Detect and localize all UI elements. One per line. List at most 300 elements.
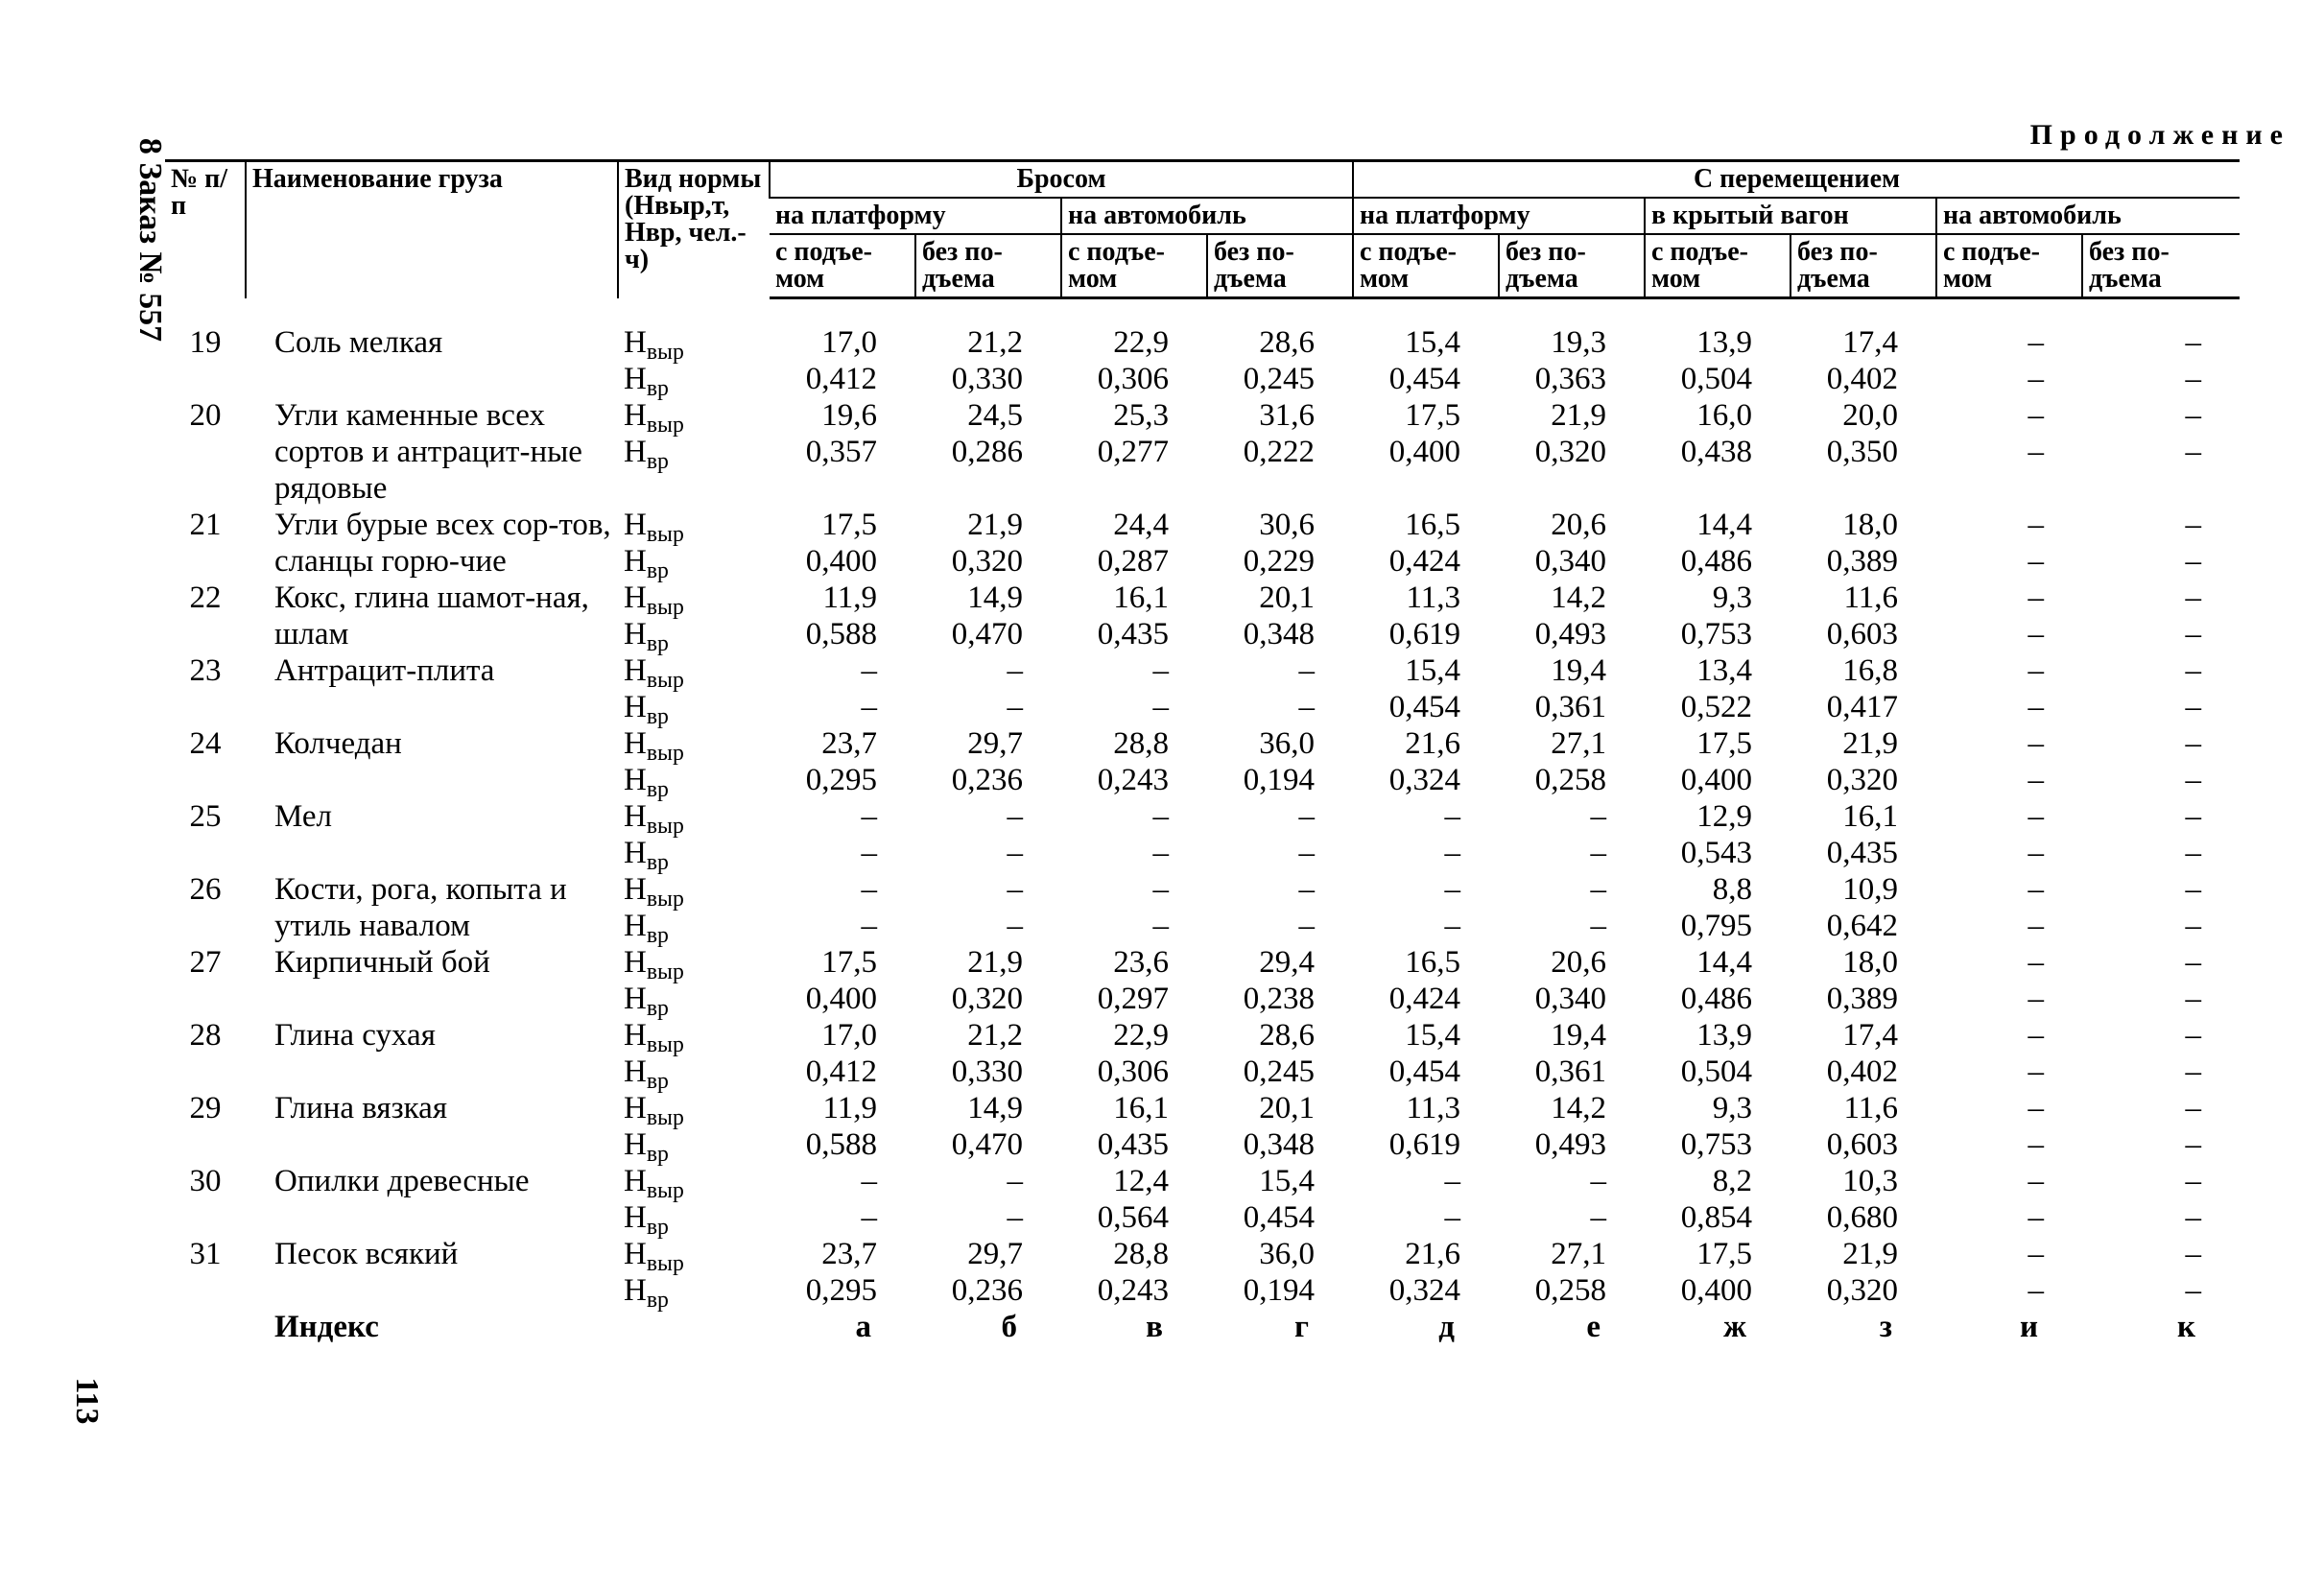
time-norm-value: 0,350 — [1826, 435, 1898, 469]
value-cell — [1499, 871, 1645, 944]
output-norm-value: 25,3 — [1113, 398, 1169, 433]
value-cell — [1061, 725, 1207, 798]
norm-type-cell — [618, 324, 770, 402]
output-norm-value: 16,5 — [1405, 508, 1460, 542]
time-norm-value: – — [2185, 617, 2202, 651]
value-cell — [1353, 397, 1499, 507]
time-norm-value: – — [1007, 690, 1023, 724]
value-cell — [1645, 725, 1790, 798]
value-cell — [1645, 1090, 1790, 1163]
norm-symbol: Н — [624, 726, 647, 761]
row-number: 28 — [189, 1018, 222, 1053]
output-norm-value: 10,3 — [1842, 1164, 1898, 1198]
table-row — [165, 1236, 2240, 1309]
output-norm-value: 21,6 — [1405, 1237, 1460, 1271]
output-norm-value: 17,5 — [1696, 726, 1752, 761]
norm-type-cell — [618, 798, 770, 876]
output-norm-value: – — [1152, 799, 1169, 834]
lift-header: с подъе-мом — [770, 234, 915, 298]
time-norm-value: 0,245 — [1243, 362, 1315, 396]
cargo-name: Опилки древесные — [274, 1164, 530, 1198]
value-cell — [1790, 725, 1936, 798]
time-norm-value: – — [1007, 909, 1023, 943]
cargo-name-cell — [246, 652, 618, 725]
value-cell — [1207, 397, 1353, 507]
output-norm-value: 9,3 — [1712, 1091, 1752, 1125]
value-cell — [1353, 652, 1499, 725]
time-norm-value: – — [1152, 690, 1169, 724]
value-cell — [2082, 871, 2240, 944]
time-norm-value: 0,277 — [1097, 435, 1169, 469]
value-cell — [1936, 324, 2082, 397]
value-cell — [1645, 1017, 1790, 1090]
norm-subscript: вр — [646, 923, 669, 949]
norm-subscript: вр — [646, 376, 669, 402]
time-norm-value: – — [2185, 435, 2202, 469]
output-norm-value: 19,3 — [1551, 325, 1606, 360]
time-norm-value: 0,470 — [951, 617, 1023, 651]
value-cell — [1207, 798, 1353, 871]
norm-symbol: Н — [624, 398, 647, 433]
time-norm-value: – — [2028, 1200, 2044, 1235]
value-cell — [1499, 324, 1645, 397]
norm-symbol: Н — [624, 1054, 647, 1089]
value-cell — [1353, 944, 1499, 1017]
value-cell — [1499, 1017, 1645, 1090]
index-row — [165, 1309, 2240, 1345]
value-cell — [770, 725, 915, 798]
time-norm-value: – — [2185, 1127, 2202, 1162]
time-norm-value: – — [2185, 1200, 2202, 1235]
output-norm-value: – — [861, 1164, 877, 1198]
value-cell — [1936, 1236, 2082, 1309]
time-norm-value: – — [1007, 1200, 1023, 1235]
time-norm-value: 0,486 — [1680, 982, 1752, 1016]
norm-type-cell — [618, 652, 770, 730]
group-move-header: С перемещением — [1353, 161, 2240, 199]
output-norm-value: – — [861, 872, 877, 907]
value-cell — [1353, 1163, 1499, 1236]
output-norm-value: – — [2028, 1091, 2044, 1125]
output-norm-value: 21,2 — [967, 325, 1023, 360]
group-throw-header: Бросом — [770, 161, 1353, 199]
value-cell — [770, 397, 915, 507]
output-norm-value: 22,9 — [1113, 325, 1169, 360]
norm-symbol: Н — [624, 690, 647, 724]
time-norm-value: 0,854 — [1680, 1200, 1752, 1235]
output-norm-value: – — [1007, 799, 1023, 834]
output-norm-value: – — [1590, 1164, 1606, 1198]
output-norm-value: – — [2028, 653, 2044, 688]
value-cell — [915, 725, 1061, 798]
output-norm-value: 17,0 — [821, 1018, 877, 1053]
output-norm-value: 28,8 — [1113, 1237, 1169, 1271]
time-norm-value: 0,438 — [1680, 435, 1752, 469]
index-letter: в — [1146, 1310, 1163, 1344]
output-norm-value: – — [1007, 872, 1023, 907]
time-norm-value: 0,340 — [1534, 544, 1606, 579]
time-norm-value: 0,588 — [805, 1127, 877, 1162]
norm-symbol: Н — [624, 1200, 647, 1235]
norm-subscript: выр — [646, 522, 684, 548]
continuation-label: Продолжение — [2029, 119, 2290, 151]
value-cell — [2082, 725, 2240, 798]
table-row — [165, 725, 2240, 798]
output-norm-value: 31,6 — [1259, 398, 1315, 433]
output-norm-value: – — [1590, 799, 1606, 834]
value-cell — [1061, 1090, 1207, 1163]
time-norm-value: – — [2028, 617, 2044, 651]
norm-type-cell — [618, 944, 770, 1022]
time-norm-value: 0,320 — [951, 982, 1023, 1016]
value-cell — [1936, 944, 2082, 1017]
output-norm-value: – — [2028, 580, 2044, 615]
output-norm-value: 18,0 — [1842, 945, 1898, 980]
time-norm-value: 0,348 — [1243, 1127, 1315, 1162]
value-cell — [1061, 798, 1207, 871]
time-norm-value: 0,363 — [1534, 362, 1606, 396]
output-norm-value: 11,3 — [1406, 1091, 1460, 1125]
output-norm-value: 17,5 — [1405, 398, 1460, 433]
output-norm-value: 23,7 — [821, 726, 877, 761]
value-cell — [915, 1017, 1061, 1090]
no-lift-header: без по-дъема — [2082, 234, 2240, 298]
value-cell — [1499, 1090, 1645, 1163]
value-cell — [2082, 944, 2240, 1017]
value-cell — [1499, 397, 1645, 507]
time-norm-value: 0,486 — [1680, 544, 1752, 579]
output-norm-value: 21,9 — [1551, 398, 1606, 433]
output-norm-value: 14,2 — [1551, 580, 1606, 615]
value-cell — [770, 1163, 915, 1236]
value-cell — [915, 798, 1061, 871]
output-norm-value: – — [2185, 580, 2202, 615]
output-norm-value: 12,9 — [1696, 799, 1752, 834]
norms-table — [165, 159, 2240, 1345]
time-norm-value: – — [2185, 1273, 2202, 1308]
output-norm-value: – — [861, 799, 877, 834]
time-norm-value: 0,435 — [1097, 1127, 1169, 1162]
time-norm-value: 0,619 — [1388, 1127, 1460, 1162]
time-norm-value: 0,400 — [805, 982, 877, 1016]
time-norm-value: – — [2185, 763, 2202, 797]
time-norm-value: 0,245 — [1243, 1054, 1315, 1089]
output-norm-value: – — [2185, 726, 2202, 761]
value-cell — [1936, 798, 2082, 871]
norm-subscript: выр — [646, 1032, 684, 1058]
value-cell — [1207, 871, 1353, 944]
output-norm-value: 27,1 — [1551, 726, 1606, 761]
output-norm-value: 14,2 — [1551, 1091, 1606, 1125]
index-letter: б — [1001, 1310, 1017, 1344]
norm-type-cell — [618, 507, 770, 584]
row-number: 26 — [189, 872, 222, 907]
time-norm-value: 0,588 — [805, 617, 877, 651]
time-norm-value: 0,320 — [951, 544, 1023, 579]
time-norm-value: 0,295 — [805, 1273, 877, 1308]
col-name-header: Наименование груза — [246, 161, 618, 298]
value-cell — [1936, 397, 2082, 507]
value-cell — [770, 580, 915, 652]
value-cell — [1790, 1163, 1936, 1236]
index-letter: д — [1438, 1310, 1455, 1344]
value-cell — [1936, 871, 2082, 944]
table-body — [165, 298, 2240, 1346]
time-norm-value: 0,243 — [1097, 763, 1169, 797]
output-norm-value: 16,1 — [1113, 1091, 1169, 1125]
output-norm-value: 19,6 — [821, 398, 877, 433]
output-norm-value: 29,7 — [967, 726, 1023, 761]
value-cell — [1645, 798, 1790, 871]
output-norm-value: – — [861, 653, 877, 688]
value-cell — [1353, 1236, 1499, 1309]
cargo-name-cell — [246, 871, 618, 944]
value-cell — [770, 871, 915, 944]
time-norm-value: 0,402 — [1826, 362, 1898, 396]
value-cell — [2082, 507, 2240, 580]
norm-symbol: Н — [624, 580, 647, 615]
time-norm-value: 0,320 — [1826, 1273, 1898, 1308]
value-cell — [1645, 944, 1790, 1017]
time-norm-value: – — [1590, 909, 1606, 943]
output-norm-value: – — [1298, 799, 1315, 834]
row-number: 19 — [189, 325, 222, 360]
time-norm-value: – — [2028, 836, 2044, 870]
time-norm-value: 0,680 — [1826, 1200, 1898, 1235]
time-norm-value: 0,603 — [1826, 617, 1898, 651]
row-number: 31 — [189, 1237, 222, 1271]
output-norm-value: 10,9 — [1842, 872, 1898, 907]
value-cell — [770, 1236, 915, 1309]
value-cell — [1936, 1090, 2082, 1163]
value-cell — [915, 1163, 1061, 1236]
time-norm-value: – — [861, 690, 877, 724]
output-norm-value: – — [1444, 799, 1460, 834]
output-norm-value: 19,4 — [1551, 1018, 1606, 1053]
norm-subscript: вр — [646, 1215, 669, 1241]
output-norm-value: 21,9 — [1842, 1237, 1898, 1271]
row-number: 22 — [189, 580, 222, 615]
output-norm-value: 23,6 — [1113, 945, 1169, 980]
dest-header: в крытый вагон — [1645, 198, 1936, 234]
value-cell — [1353, 1090, 1499, 1163]
norm-subscript: вр — [646, 631, 669, 657]
cargo-name: Кокс, глина шамот-ная, шлам — [274, 580, 589, 651]
time-norm-value: – — [2185, 1054, 2202, 1089]
output-norm-value: 16,1 — [1842, 799, 1898, 834]
value-cell — [1499, 1236, 1645, 1309]
row-number: 25 — [189, 799, 222, 834]
time-norm-value: 0,493 — [1534, 1127, 1606, 1162]
value-cell — [1790, 798, 1936, 871]
output-norm-value: – — [2185, 1091, 2202, 1125]
cargo-name: Соль мелкая — [274, 325, 443, 360]
value-cell — [1207, 725, 1353, 798]
cargo-name: Угли бурые всех сор-тов, сланцы горю-чие — [274, 508, 611, 579]
output-norm-value: 15,4 — [1405, 325, 1460, 360]
time-norm-value: 0,306 — [1097, 362, 1169, 396]
table-row — [165, 798, 2240, 871]
value-cell — [1790, 1017, 1936, 1090]
time-norm-value: – — [2185, 982, 2202, 1016]
value-cell — [2082, 324, 2240, 397]
output-norm-value: 14,4 — [1696, 508, 1752, 542]
lift-header: с подъе-мом — [1353, 234, 1499, 298]
output-norm-value: 36,0 — [1259, 1237, 1315, 1271]
output-norm-value: 11,6 — [1843, 1091, 1898, 1125]
norm-subscript: выр — [646, 887, 684, 912]
norm-type-cell — [618, 1090, 770, 1168]
output-norm-value: 24,4 — [1113, 508, 1169, 542]
value-cell — [1353, 507, 1499, 580]
output-norm-value: 9,3 — [1712, 580, 1752, 615]
time-norm-value: – — [2185, 362, 2202, 396]
value-cell — [1353, 871, 1499, 944]
row-number: 29 — [189, 1091, 222, 1125]
output-norm-value: 24,5 — [967, 398, 1023, 433]
cargo-name: Антрацит-плита — [274, 653, 495, 688]
output-norm-value: 11,9 — [822, 1091, 877, 1125]
value-cell — [915, 1090, 1061, 1163]
value-cell — [915, 580, 1061, 652]
value-cell — [1061, 507, 1207, 580]
cargo-name-cell — [246, 1163, 618, 1236]
value-cell — [770, 944, 915, 1017]
value-cell — [1207, 944, 1353, 1017]
time-norm-value: 0,493 — [1534, 617, 1606, 651]
cargo-name-cell — [246, 798, 618, 871]
output-norm-value: 28,6 — [1259, 1018, 1315, 1053]
time-norm-value: – — [2185, 544, 2202, 579]
norm-subscript: выр — [646, 959, 684, 985]
time-norm-value: 0,417 — [1826, 690, 1898, 724]
cargo-name: Глина сухая — [274, 1018, 436, 1053]
time-norm-value: 0,229 — [1243, 544, 1315, 579]
dest-header: на автомобиль — [1061, 198, 1353, 234]
value-cell — [1645, 1236, 1790, 1309]
norm-subscript: выр — [646, 340, 684, 366]
time-norm-value: – — [1298, 690, 1315, 724]
lift-header: с подъе-мом — [1645, 234, 1790, 298]
value-cell — [1499, 652, 1645, 725]
norm-subscript: вр — [646, 1142, 669, 1168]
output-norm-value: 29,7 — [967, 1237, 1023, 1271]
output-norm-value: 8,2 — [1712, 1164, 1752, 1198]
value-cell — [1207, 580, 1353, 652]
output-norm-value: 14,9 — [967, 1091, 1023, 1125]
time-norm-value: 0,297 — [1097, 982, 1169, 1016]
output-norm-value: – — [2028, 325, 2044, 360]
output-norm-value: 21,9 — [967, 508, 1023, 542]
value-cell — [1790, 507, 1936, 580]
output-norm-value: – — [2028, 726, 2044, 761]
value-cell — [1061, 871, 1207, 944]
output-norm-value: 22,9 — [1113, 1018, 1169, 1053]
norm-symbol: Н — [624, 1273, 647, 1308]
time-norm-value: 0,286 — [951, 435, 1023, 469]
output-norm-value: 21,6 — [1405, 726, 1460, 761]
value-cell — [1645, 652, 1790, 725]
table-row — [165, 1090, 2240, 1163]
time-norm-value: – — [2028, 982, 2044, 1016]
output-norm-value: 19,4 — [1551, 653, 1606, 688]
value-cell — [1207, 324, 1353, 397]
time-norm-value: 0,795 — [1680, 909, 1752, 943]
output-norm-value: 15,4 — [1259, 1164, 1315, 1198]
value-cell — [915, 507, 1061, 580]
cargo-name-cell — [246, 725, 618, 798]
cargo-name: Колчедан — [274, 726, 402, 761]
time-norm-value: 0,361 — [1534, 690, 1606, 724]
time-norm-value: 0,435 — [1826, 836, 1898, 870]
value-cell — [1790, 652, 1936, 725]
output-norm-value: 28,8 — [1113, 726, 1169, 761]
norm-subscript: выр — [646, 741, 684, 767]
value-cell — [1499, 944, 1645, 1017]
index-letter: г — [1294, 1310, 1309, 1344]
time-norm-value: 0,324 — [1388, 1273, 1460, 1308]
cargo-name-cell — [246, 324, 618, 397]
time-norm-value: 0,564 — [1097, 1200, 1169, 1235]
output-norm-value: 11,9 — [822, 580, 877, 615]
cargo-name-cell — [246, 1236, 618, 1309]
time-norm-value: 0,504 — [1680, 362, 1752, 396]
output-norm-value: – — [2028, 398, 2044, 433]
output-norm-value: 17,4 — [1842, 325, 1898, 360]
output-norm-value: – — [2185, 653, 2202, 688]
row-number: 27 — [189, 945, 222, 980]
output-norm-value: 20,6 — [1551, 508, 1606, 542]
time-norm-value: 0,357 — [805, 435, 877, 469]
time-norm-value: 0,236 — [951, 763, 1023, 797]
value-cell — [1790, 580, 1936, 652]
cargo-name: Глина вязкая — [274, 1091, 448, 1125]
output-norm-value: – — [2028, 1164, 2044, 1198]
value-cell — [1499, 507, 1645, 580]
norm-symbol: Н — [624, 836, 647, 870]
time-norm-value: 0,389 — [1826, 982, 1898, 1016]
output-norm-value: 17,5 — [821, 508, 877, 542]
value-cell — [2082, 652, 2240, 725]
output-norm-value: – — [2185, 872, 2202, 907]
value-cell — [1790, 324, 1936, 397]
time-norm-value: – — [2028, 690, 2044, 724]
time-norm-value: 0,522 — [1680, 690, 1752, 724]
value-cell — [915, 1236, 1061, 1309]
value-cell — [1936, 725, 2082, 798]
cargo-name-cell — [246, 1017, 618, 1090]
dest-header: на платформу — [770, 198, 1061, 234]
value-cell — [1936, 1017, 2082, 1090]
time-norm-value: – — [2028, 909, 2044, 943]
value-cell — [770, 507, 915, 580]
value-cell — [2082, 1017, 2240, 1090]
time-norm-value: 0,454 — [1388, 690, 1460, 724]
time-norm-value: 0,194 — [1243, 1273, 1315, 1308]
value-cell — [2082, 580, 2240, 652]
time-norm-value: 0,306 — [1097, 1054, 1169, 1089]
value-cell — [770, 1017, 915, 1090]
output-norm-value: – — [1444, 1164, 1460, 1198]
value-cell — [1499, 1163, 1645, 1236]
output-norm-value: 21,2 — [967, 1018, 1023, 1053]
output-norm-value: 20,0 — [1842, 398, 1898, 433]
time-norm-value: – — [2028, 1127, 2044, 1162]
time-norm-value: 0,435 — [1097, 617, 1169, 651]
index-letter: е — [1586, 1310, 1601, 1344]
value-cell — [1936, 580, 2082, 652]
time-norm-value: 0,412 — [805, 1054, 877, 1089]
